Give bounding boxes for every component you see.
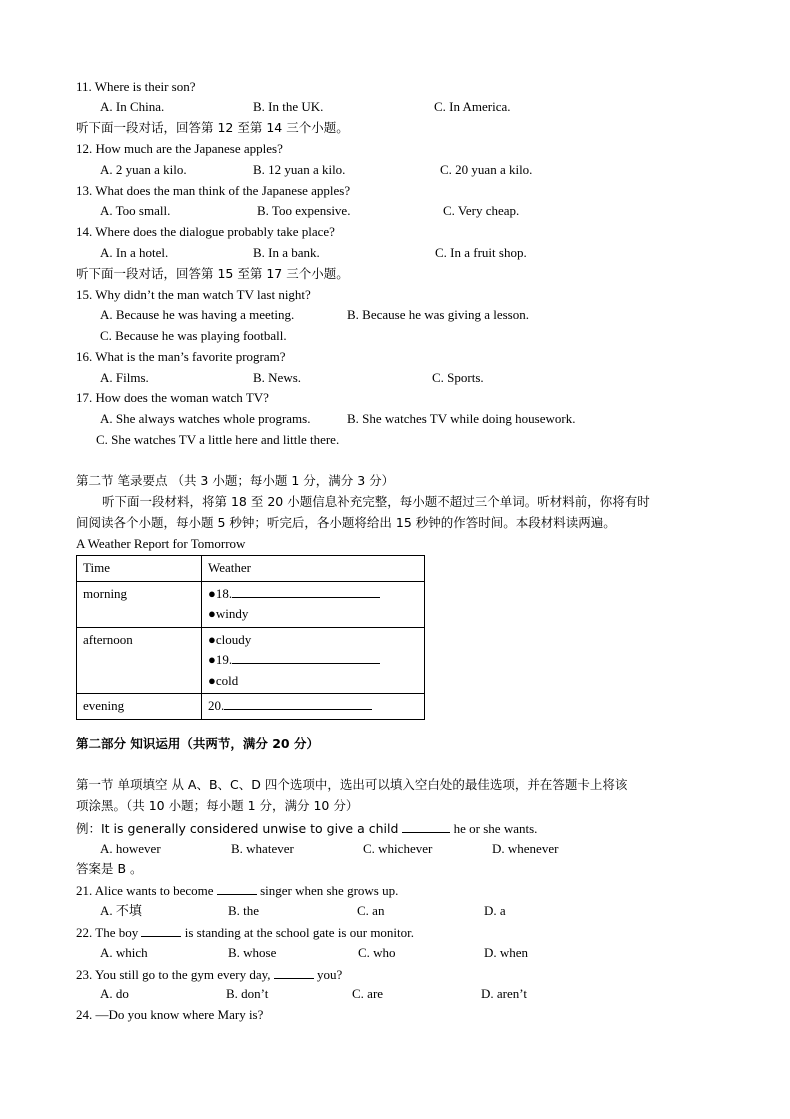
q22-option-b: B. whose [228,945,277,960]
q12-option-a: A. 2 yuan a kilo. [100,162,187,177]
question-24: 24. —Do you know where Mary is? [76,1007,264,1022]
q14-option-c: C. In a fruit shop. [435,245,527,260]
q14-option-b: B. In a bank. [253,245,320,260]
blank [141,924,181,937]
section-2-para-1: 听下面一段材料，将第 18 至 20 小题信息补充完整，每小题不超过三个单词。听材料前，你将有时 [102,494,650,509]
q22-option-c: C. who [358,945,396,960]
item-18: ●18. [208,585,233,601]
item-cold: ●cold [208,672,239,688]
blank [402,820,450,833]
question-16: 16. What is the man’s favorite program? [76,349,286,364]
q11-option-b: B. In the UK. [253,99,324,114]
q17-option-a: A. She always watches whole programs. [100,411,311,426]
header-time: Time [77,556,202,582]
item-19: ●19. [208,652,233,667]
q23-option-d: D. aren’t [481,986,527,1001]
question-13: 13. What does the man think of the Japanese apples? [76,183,351,198]
q11-option-c: C. In America. [434,99,511,114]
table-row [77,581,425,627]
section-2-title: 第二节 笔录要点 （共 3 小题；每小题 1 分，满分 3 分） [76,473,395,488]
q11-option-a: A. In China. [100,99,165,114]
q16-option-b: B. News. [253,370,302,385]
q22-option-a: A. which [100,945,148,960]
question-11: 11. Where is their son? [76,79,196,94]
q16-option-a: A. Films. [100,370,149,385]
table-row [77,627,425,694]
q14-option-a: A. In a hotel. [100,245,169,260]
q21-option-d: D. a [484,903,506,918]
time-cell: evening [77,694,202,720]
example-option-a: A. however [100,841,161,856]
example-option-d: D. whenever [492,841,559,856]
blank [217,882,257,895]
question-14: 14. Where does the dialogue probably take place? [76,224,335,239]
item-windy: ●windy [208,606,249,621]
q21-option-a: A. 不填 [100,903,142,918]
q21-option-b: B. the [228,903,260,918]
header-weather: Weather [202,556,425,582]
item-20: 20. [208,698,225,713]
answer-blank-18[interactable] [232,584,380,598]
section-1-line-1: 第一节 单项填空 从 A、B、C、D 四个选项中，选出可以填入空白处的最佳选项，并在答题卡上将该 [76,777,628,792]
example-question: 例：It is generally considered unwise to give a child he or she wants. [76,821,538,836]
q16-option-c: C. Sports. [432,370,484,385]
time-cell: afternoon [77,627,202,694]
q15-option-b: B. Because he was giving a lesson. [347,307,529,322]
section-1-line-2: 项涂黑。（共 10 小题；每小题 1 分，满分 10 分） [76,798,359,813]
q22-option-d: D. when [484,945,529,960]
q12-option-c: C. 20 yuan a kilo. [440,162,533,177]
item-cloudy: ●cloudy [208,631,252,647]
q12-option-b: B. 12 yuan a kilo. [253,162,346,177]
example-option-c: C. whichever [363,841,433,856]
q13-option-b: B. Too expensive. [257,203,351,218]
question-22: 22. The boy is standing at the school gate is our monitor. [76,925,415,940]
q15-option-a: A. Because he was having a meeting. [100,307,295,322]
question-17: 17. How does the woman watch TV? [76,390,269,405]
table-row [77,694,425,720]
q23-option-a: A. do [100,986,129,1001]
q21-option-c: C. an [357,903,385,918]
example-option-b: B. whatever [231,841,294,856]
instruction-12-14: 听下面一段对话，回答第 12 至第 14 三个小题。 [76,120,349,135]
question-23: 23. You still go to the gym every day, you? [76,967,343,982]
section-2-para-2: 间阅读各个小题，每小题 5 秒钟；听完后，各小题将给出 15 秒钟的作答时间。本段材料读两遍。 [76,515,616,530]
weather-table [76,555,425,720]
table-title: A Weather Report for Tomorrow [76,536,246,551]
q13-option-a: A. Too small. [100,203,171,218]
answer-blank-19[interactable] [232,650,380,664]
time-cell: morning [77,581,202,627]
instruction-15-17: 听下面一段对话，回答第 15 至第 17 三个小题。 [76,266,349,281]
q17-option-b: B. She watches TV while doing housework. [347,411,576,426]
part-2-title: 第二部分 知识运用（共两节，满分 20 分） [76,736,319,751]
answer-blank-20[interactable] [224,696,372,710]
question-12: 12. How much are the Japanese apples? [76,141,283,156]
q15-option-c: C. Because he was playing football. [100,328,287,343]
q23-option-b: B. don’t [226,986,269,1001]
example-answer: 答案是 B 。 [76,861,143,876]
q13-option-c: C. Very cheap. [443,203,520,218]
question-15: 15. Why didn’t the man watch TV last night? [76,287,311,302]
question-21: 21. Alice wants to become singer when she grows up. [76,883,399,898]
blank [274,966,314,979]
q17-option-c: C. She watches TV a little here and little there. [96,432,340,447]
q23-option-c: C. are [352,986,384,1001]
